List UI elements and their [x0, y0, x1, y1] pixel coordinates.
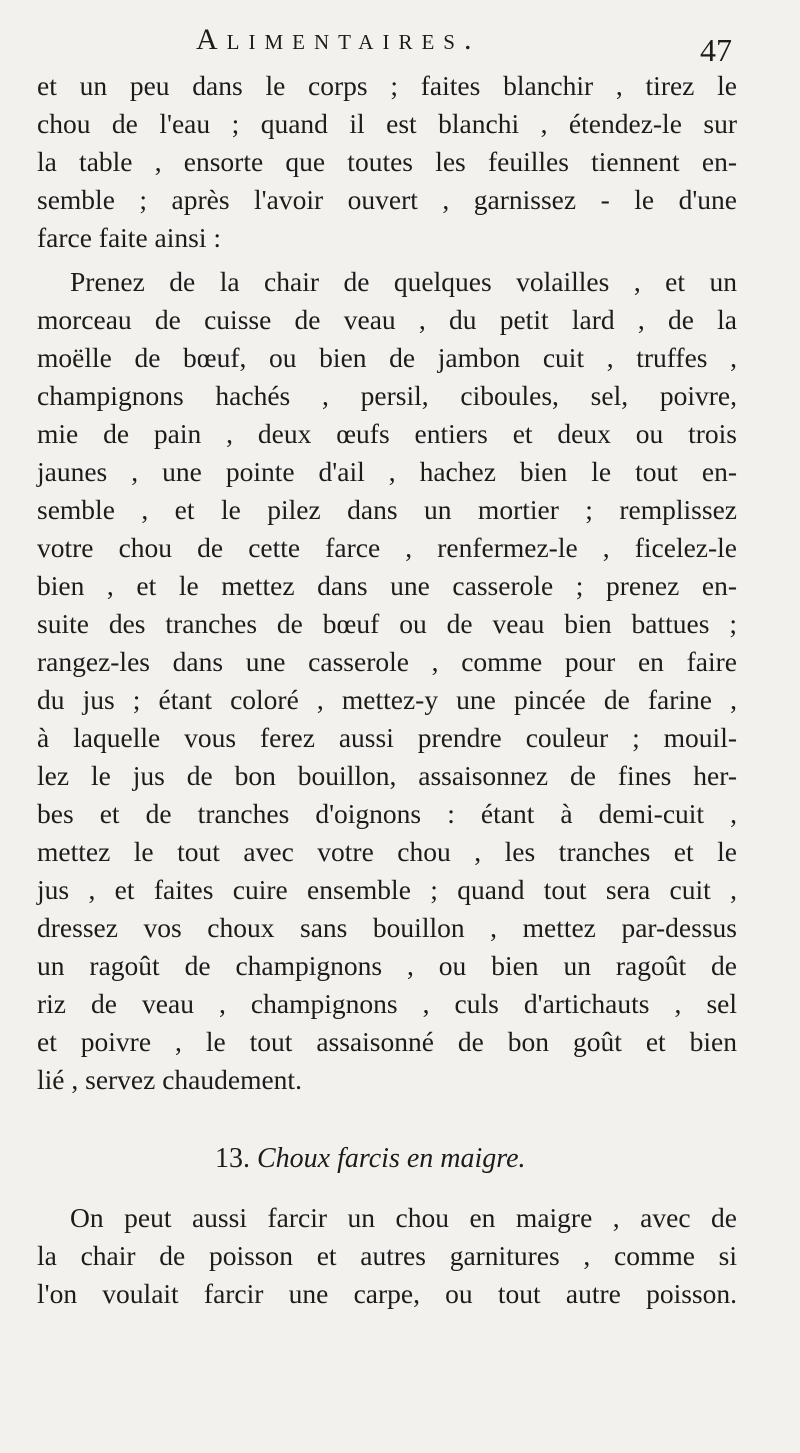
text-line: semble ; après l'avoir ouvert , garnissez - le d'une	[37, 184, 737, 215]
text-line: Prenez de la chair de quelques volailles , et un	[70, 266, 737, 297]
text-line: la table , ensorte que toutes les feuilles tiennent en-	[37, 146, 737, 177]
text-line: semble , et le pilez dans un mortier ; remplissez	[37, 494, 737, 525]
section-title: Choux farcis en maigre.	[257, 1143, 526, 1174]
text-line: à laquelle vous ferez aussi prendre couleur ; mouil-	[37, 722, 737, 753]
text-line: On peut aussi farcir un chou en maigre , avec de	[70, 1202, 737, 1233]
text-line: un ragoût de champignons , ou bien un ragoût de	[37, 950, 737, 981]
text-line: champignons hachés , persil, ciboules, sel, poivre,	[37, 380, 737, 411]
text-line: mettez le tout avec votre chou , les tranches et le	[37, 836, 737, 867]
text-line: bien , et le mettez dans une casserole ; prenez en-	[37, 570, 737, 601]
text-line: rangez-les dans une casserole , comme pour en faire	[37, 646, 737, 677]
text-line: farce faite ainsi :	[37, 222, 221, 253]
text-line: la chair de poisson et autres garnitures , comme si	[37, 1240, 737, 1271]
text-line: bes et de tranches d'oignons : étant à demi-cuit ,	[37, 798, 737, 829]
text-line: lez le jus de bon bouillon, assaisonnez de fines her-	[37, 760, 737, 791]
text-line: jaunes , une pointe d'ail , hachez bien le tout en-	[37, 456, 737, 487]
text-line: l'on voulait farcir une carpe, ou tout autre poisson.	[37, 1278, 737, 1309]
text-line: votre chou de cette farce , renfermez-le , ficelez-le	[37, 532, 737, 563]
text-line: et poivre , le tout assaisonné de bon goût et bien	[37, 1026, 737, 1057]
text-line: mie de pain , deux œufs entiers et deux ou trois	[37, 418, 737, 449]
section-number: 13.	[215, 1143, 250, 1174]
text-line: morceau de cuisse de veau , du petit lard , de la	[37, 304, 737, 335]
text-line: chou de l'eau ; quand il est blanchi , étendez-le sur	[37, 108, 737, 139]
section-heading	[215, 1141, 526, 1177]
text-line: du jus ; étant coloré , mettez-y une pincée de farine ,	[37, 684, 737, 715]
text-line: jus , et faites cuire ensemble ; quand tout sera cuit ,	[37, 874, 737, 905]
text-line: riz de veau , champignons , culs d'artichauts , sel	[37, 988, 737, 1019]
text-line: et un peu dans le corps ; faites blanchir , tirez le	[37, 70, 737, 101]
text-line: dressez vos choux sans bouillon , mettez par-dessus	[37, 912, 737, 943]
text-line: suite des tranches de bœuf ou de veau bien battues ;	[37, 608, 737, 639]
text-line: lié , servez chaudement.	[37, 1064, 302, 1095]
page-number: 47	[700, 32, 732, 68]
running-title: Alimentaires.	[196, 23, 481, 56]
text-line: moëlle de bœuf, ou bien de jambon cuit , truffes ,	[37, 342, 737, 373]
